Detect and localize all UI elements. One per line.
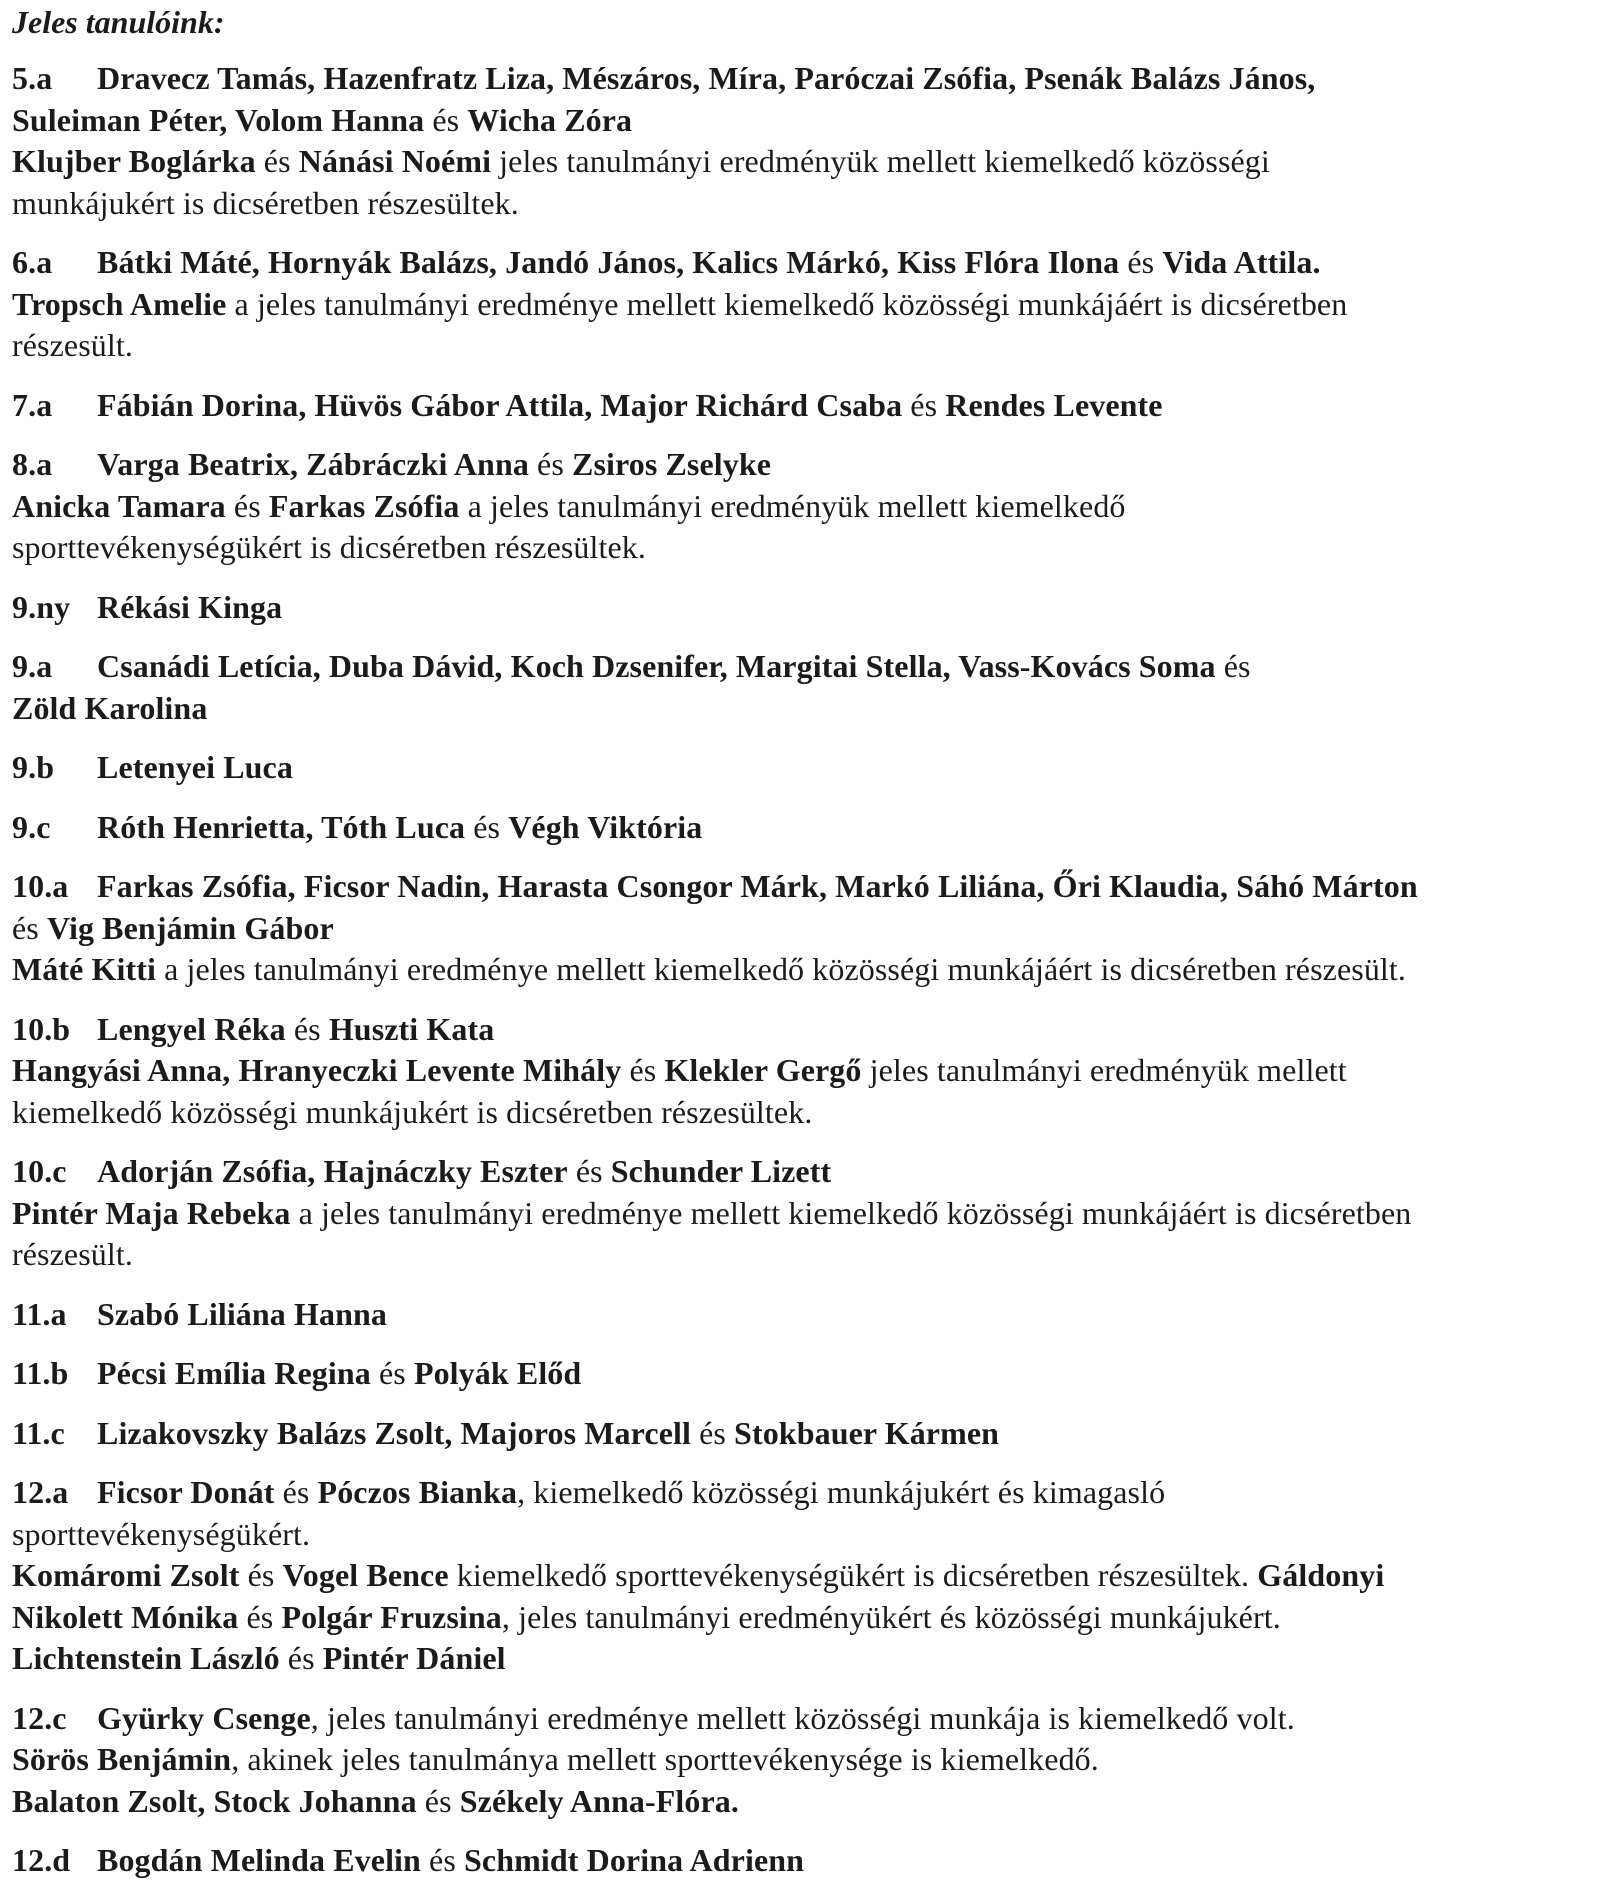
entry-line: [12, 646, 1602, 688]
citation-text: és: [902, 386, 946, 423]
student-names: Letenyei Luca: [97, 749, 293, 785]
student-names: Tropsch Amelie: [12, 285, 227, 322]
class-entry: [12, 1353, 1602, 1395]
entry-line: [12, 1739, 1602, 1781]
class-label: 10.c: [12, 1153, 67, 1189]
entry-line: [12, 527, 1602, 569]
class-entry: [12, 1840, 1602, 1882]
student-names: Klekler Gergő: [664, 1052, 862, 1088]
citation-text: és: [528, 446, 573, 482]
citation-text: , akinek jeles tanulmánya mellett sporttevékenysége is kiemelkedő.: [231, 1741, 1099, 1777]
student-names: Rendes Levente: [945, 386, 1163, 423]
document-page: [12, 0, 1602, 1900]
entry-line: [12, 747, 1602, 789]
student-names: Lichtenstein László: [12, 1640, 280, 1676]
entry-line: [12, 1698, 1602, 1740]
student-names: Nánási Noémi: [298, 143, 492, 179]
citation-text: és: [370, 1355, 414, 1391]
class-entry: [12, 646, 1602, 729]
citation-text: és: [238, 1598, 282, 1635]
citation-text: munkájukért is dicséretben részesültek.: [12, 184, 519, 221]
citation-text: sporttevékenységükért.: [12, 1515, 311, 1552]
student-names: Dravecz Tamás, Hazenfratz Liza, Mészáros, Míra, Paróczai Zsófia, Psenák Balázs János,: [97, 60, 1316, 96]
student-names: Farkas Zsófia, Ficsor Nadin, Harasta Csongor Márk, Markó Liliána, Őri Klaudia, Sáhó Márton: [97, 868, 1418, 904]
student-names: Polyák Előd: [413, 1355, 582, 1391]
student-names: Sörös Benjámin: [12, 1741, 232, 1777]
entry-line: [12, 325, 1602, 367]
student-names: Máté Kitti: [12, 951, 157, 987]
class-label: 8.a: [12, 446, 53, 482]
student-names: Pintér Dániel: [322, 1640, 506, 1676]
class-label: 11.c: [12, 1414, 65, 1451]
citation-text: és: [1215, 648, 1251, 684]
entry-line: [12, 1009, 1602, 1051]
student-names: Lizakovszky Balázs Zsolt, Majoros Marcell: [97, 1414, 691, 1451]
student-names: Anicka Tamara: [12, 487, 226, 524]
citation-text: , kiemelkedő közösségi munkájukért és kimagasló: [517, 1474, 1166, 1510]
entry-line: [12, 284, 1602, 326]
citation-text: részesült.: [12, 1236, 133, 1272]
citation-text: a jeles tanulmányi eredménye mellett kiemelkedő közösségi munkájáért is dicséretben: [290, 1194, 1412, 1231]
student-names: Ficsor Donát: [97, 1474, 275, 1510]
class-label: 5.a: [12, 60, 53, 96]
citation-text: sporttevékenységükért is dicséretben részesültek.: [12, 529, 647, 565]
student-names: Suleiman Péter, Volom Hanna: [12, 101, 425, 138]
student-names: Vida Attila.: [1162, 244, 1321, 280]
student-names: Róth Henrietta, Tóth Luca: [97, 808, 466, 845]
student-names: Póczos Bianka: [317, 1474, 518, 1510]
student-names: Varga Beatrix, Zábráczki Anna: [97, 446, 529, 482]
student-names: Adorján Zsófia, Hajnáczky Eszter: [97, 1153, 568, 1189]
class-entry: [12, 444, 1602, 569]
citation-text: és: [274, 1474, 318, 1510]
student-names: Fábián Dorina, Hüvös Gábor Attila, Major Richárd Csaba: [97, 386, 903, 423]
citation-text: és: [416, 1782, 460, 1819]
citation-text: a jeles tanulmányi eredménye mellett kiemelkedő közösségi munkájáért is dicséretben: [226, 285, 1348, 322]
entry-line: [12, 1092, 1602, 1134]
entry-line: [12, 1555, 1602, 1597]
class-entry: [12, 587, 1602, 629]
entry-line: [12, 1050, 1602, 1092]
citation-text: és: [225, 487, 269, 524]
class-entry: [12, 1698, 1602, 1823]
entry-line: [12, 1353, 1602, 1395]
student-names: Schunder Lizett: [610, 1153, 832, 1189]
entry-line: [12, 1597, 1602, 1639]
entry-line: [12, 486, 1602, 528]
class-label: 12.d: [12, 1842, 71, 1878]
class-entry: [12, 58, 1602, 224]
citation-text: a jeles tanulmányi eredménye mellett kiemelkedő közösségi munkájáért is dicséretben részesült.: [156, 951, 1406, 987]
class-label: 9.c: [12, 808, 51, 845]
class-label: 12.c: [12, 1699, 67, 1736]
entry-line: [12, 866, 1602, 908]
entry-line: [12, 444, 1602, 486]
entry-line: [12, 587, 1602, 629]
page-title: Jeles tanulóink:: [12, 4, 225, 40]
entry-line: [12, 385, 1602, 427]
entry-line: [12, 949, 1602, 991]
student-names: Polgár Fruzsina: [281, 1598, 502, 1635]
citation-text: és: [465, 808, 509, 845]
citation-text: és: [424, 101, 468, 138]
student-names: Székely Anna-Flóra.: [459, 1782, 739, 1819]
entry-line: [12, 1638, 1602, 1680]
citation-text: kiemelkedő sporttevékenységükért is dicséretben részesültek.: [448, 1557, 1258, 1593]
class-entry: [12, 1294, 1602, 1336]
student-names: Klujber Boglárka: [12, 143, 256, 179]
entry-line: [12, 1234, 1602, 1276]
student-names: Bogdán Melinda Evelin: [97, 1842, 421, 1878]
citation-text: és: [255, 143, 299, 179]
entry-line: [12, 807, 1602, 849]
entry-line: [12, 242, 1602, 284]
entry-line: [12, 1294, 1602, 1336]
citation-text: és: [285, 1010, 329, 1047]
class-label: 10.a: [12, 868, 69, 904]
student-names: Hangyási Anna, Hranyeczki Levente Mihály: [12, 1052, 622, 1088]
class-entry: [12, 1009, 1602, 1134]
student-names: Gyürky Csenge: [97, 1699, 311, 1736]
entry-line: [12, 688, 1602, 730]
student-names: Lengyel Réka: [97, 1010, 286, 1047]
student-names: Rékási Kinga: [97, 588, 283, 625]
class-entry: [12, 1151, 1602, 1276]
student-names: Stokbauer Kármen: [734, 1414, 1000, 1451]
citation-text: jeles tanulmányi eredményük mellett kiemelkedő közösségi: [491, 143, 1270, 179]
honor-roll-list: [12, 58, 1602, 1882]
citation-text: , jeles tanulmányi eredménye mellett közösségi munkája is kiemelkedő volt.: [310, 1699, 1295, 1736]
entry-line: [12, 1472, 1602, 1514]
citation-text: jeles tanulmányi eredményük mellett: [861, 1052, 1347, 1088]
class-label: 12.a: [12, 1474, 69, 1510]
class-label: 9.b: [12, 749, 55, 785]
class-entry: [12, 242, 1602, 367]
citation-text: és: [12, 909, 47, 946]
citation-text: , jeles tanulmányi eredményükért és közösségi munkájukért.: [501, 1598, 1281, 1635]
student-names: Gáldonyi: [1257, 1557, 1385, 1593]
student-names: Komáromi Zsolt: [12, 1557, 240, 1593]
class-entry: [12, 385, 1602, 427]
student-names: Nikolett Mónika: [12, 1598, 239, 1635]
citation-text: részesült.: [12, 327, 133, 363]
citation-text: és: [239, 1557, 283, 1593]
class-label: 6.a: [12, 244, 53, 280]
entry-line: [12, 183, 1602, 225]
class-label: 9.a: [12, 648, 53, 684]
citation-text: és: [690, 1414, 735, 1451]
entry-line: [12, 100, 1602, 142]
student-names: Zöld Karolina: [12, 689, 208, 726]
student-names: Huszti Kata: [328, 1010, 495, 1047]
entry-line: [12, 58, 1602, 100]
citation-text: és: [567, 1153, 611, 1189]
citation-text: kiemelkedő közösségi munkájukért is dicséretben részesültek.: [12, 1093, 813, 1130]
student-names: Bátki Máté, Hornyák Balázs, Jandó János, Kalics Márkó, Kiss Flóra Ilona: [97, 244, 1120, 280]
class-label: 11.b: [12, 1355, 69, 1391]
class-label: 11.a: [12, 1295, 67, 1332]
class-label: 10.b: [12, 1010, 71, 1047]
student-names: Csanádi Letícia, Duba Dávid, Koch Dzsenifer, Margitai Stella, Vass-Kovács Soma: [97, 648, 1216, 684]
entry-line: [12, 1840, 1602, 1882]
class-entry: [12, 866, 1602, 991]
class-entry: [12, 747, 1602, 789]
student-names: Wicha Zóra: [467, 101, 633, 138]
student-names: Pécsi Emília Regina: [97, 1355, 371, 1391]
student-names: Vig Benjámin Gábor: [46, 909, 334, 946]
class-entry: [12, 1413, 1602, 1455]
entry-line: [12, 1193, 1602, 1235]
citation-text: és: [1119, 244, 1163, 280]
entry-line: [12, 1514, 1602, 1556]
student-names: Vogel Bence: [282, 1557, 449, 1593]
student-names: Schmidt Dorina Adrienn: [464, 1842, 805, 1878]
class-label: 9.ny: [12, 588, 71, 625]
entry-line: [12, 1413, 1602, 1455]
entry-line: [12, 141, 1602, 183]
class-entry: [12, 1472, 1602, 1680]
entry-line: [12, 908, 1602, 950]
citation-text: és: [621, 1052, 665, 1088]
student-names: Pintér Maja Rebeka: [12, 1194, 291, 1231]
student-names: Végh Viktória: [508, 808, 703, 845]
citation-text: és: [279, 1640, 323, 1676]
entry-line: [12, 1781, 1602, 1823]
class-label: 7.a: [12, 386, 53, 423]
student-names: Balaton Zsolt, Stock Johanna: [12, 1782, 417, 1819]
citation-text: és: [420, 1842, 465, 1878]
entry-line: [12, 1151, 1602, 1193]
citation-text: a jeles tanulmányi eredményük mellett kiemelkedő: [459, 487, 1126, 524]
student-names: Zsiros Zselyke: [572, 446, 772, 482]
class-entry: [12, 807, 1602, 849]
student-names: Szabó Liliána Hanna: [97, 1295, 387, 1332]
student-names: Farkas Zsófia: [268, 487, 460, 524]
